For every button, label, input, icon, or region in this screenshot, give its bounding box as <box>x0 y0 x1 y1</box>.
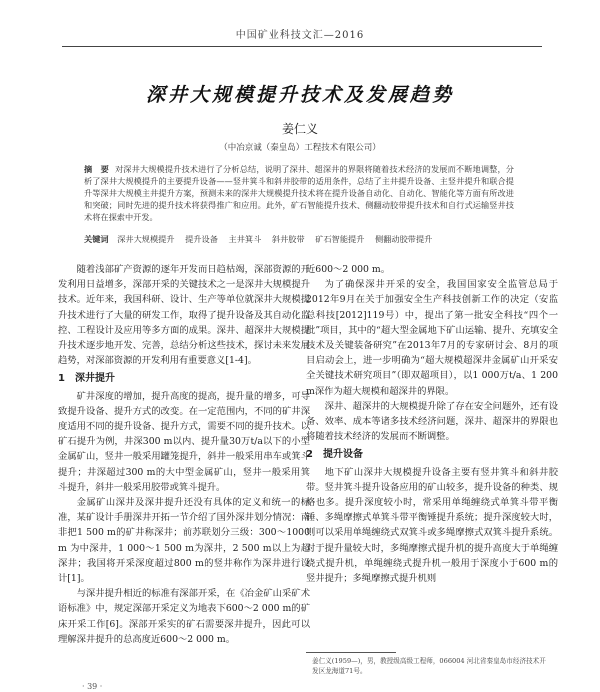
keyword: 提升设备 <box>185 234 218 244</box>
keyword: 深井大规模提升 <box>117 234 175 244</box>
abstract <box>84 163 514 223</box>
page-number: · 39 · <box>82 682 103 691</box>
body-paragraph: 为了确保深井开采的安全，我国国家安全监管总局于2012年9月在关于加强安全生产科技创新工作的决定（安监总科技[2012]119号）中，提出了第一批安全科技“四个一批”项目，其中的“超大型金属地下矿山运输、提升、充填安全技术及关键装备研究”在2013年7月的专家研讨会、8月的项目启动会上，进一步明确为“超大规模超深井金属矿山开采安全关键技术研究项目”（即双超项目），以1 000万t/a、1 200 m深作为超大规模和超深井的界限。 <box>306 279 558 397</box>
section-heading-2: 2 提升设备 <box>306 449 363 461</box>
keywords-label: 关键词 <box>84 234 109 244</box>
keyword: 斜井胶带 <box>271 234 305 244</box>
keyword: 主井箕斗 <box>228 234 262 244</box>
body-paragraph: 与深井提升相近的标准有深部开采，在《冶金矿山采矿术语标准》中，规定深部开采定义为地表下600～2 000 m的矿床开采工作[6]。深部开采实的矿石需要深井提升，因此可以理解深井提升的总高度近600～2 000 m。 <box>58 588 310 645</box>
header-rule <box>62 46 542 47</box>
body-paragraph: 地下矿山深井大规模提升设备主要有竖井箕斗和斜井胶带。竖井箕斗提升设备应用的矿山较多，提升设备的种类、规格也多。提升深度较小时，常采用单绳缠绕式单箕斗带平衡锤、多绳摩擦式单箕斗带平衡锤提升系统；提升深度较大时，则可以采用单绳缠绕式双箕斗或多绳摩擦式双箕斗提升系统。对于提升量较大时，多绳摩擦式提升机的提升高度大于单绳缠绕式提升机，单绳缠绕式提升机一般用于深度小于600 m的竖井提升；多绳摩擦式提升机则 <box>306 466 558 585</box>
left-column <box>58 262 310 647</box>
body-paragraph: 深井、超深井的大规模提升除了存在安全问题外，还有设备、效率、成本等诸多技术经济问题，深井、超深井的界限也将随着技术经济的发展而不断调整。 <box>306 400 558 443</box>
author-affiliation: （中冶京诚（秦皇岛）工程技术有限公司） <box>219 143 381 153</box>
intro-paragraph: 随着浅部矿产资源的逐年开发而日趋枯竭，深部资源的开发利用日益增多，深部开采的关键技术之一是深井大规模提升技术。近年来，我国科研、设计、生产等单位就深井大规模提升技术进行了大量的研发工作，取得了提升设备及其自动化监控、工程设计及应用等多方面的成果。深井、超深井大规模提升技术逐步地开发、完善，总结分析这些技术，探讨未来发展趋势，对深部资源的开发利用有重要意义[1-4]。 <box>58 264 310 367</box>
right-column <box>306 262 558 586</box>
keywords <box>84 233 524 245</box>
abstract-text: 对深井大规模提升技术进行了分析总结，说明了深井、超深井的界限将随着技术经济的发展而不断地调整，分析了深井大规模提升的主要提升设备——竖井箕斗和斜井胶带的适用条件，总结了主井提升设备、主竖井提升和联合提升等深井大规模主井提升方案，预测未来的深井大规模提升技术将在提升设备自动化、自动化、智能化等方面有所改进和突破；同时先进的提升技术将获得推广和应用。此外，矿石智能提升技术、侧翻动胶带提升技术和自行式运输竖井技术将在探索中开发。 <box>84 164 514 222</box>
running-header: 中国矿业科技文汇—2016 <box>235 30 365 41</box>
paper-title: 深井大规模提升技术及发展趋势 <box>145 84 454 106</box>
keyword: 矿石智能提升 <box>315 234 365 244</box>
footnote-rule <box>306 652 396 653</box>
body-paragraph: 近600～2 000 m。 <box>306 264 391 275</box>
footnote: 姜仁义(1959—)，男，教授级高级工程师，066004 河北省秦皇岛市经济技术开发区龙海道71号。 <box>312 657 546 675</box>
abstract-label: 摘 要 <box>84 164 109 174</box>
body-paragraph: 金属矿山深井及深井提升还没有具体的定义和统一的标准，某矿设计手册深井开拓一节介绍了国外深井划分情况：南非把1 500 m的矿井称深井；前苏联划分三级：300～1000 m 为中深井，1 000～1 500 m为深井，2 500 m以上为超深井；我国将开采深度超过800 m的竖井称作为深井进行设计[1]。 <box>58 497 310 585</box>
author-name: 姜仁义 <box>281 122 318 136</box>
body-paragraph: 矿井深度的增加，提升高度的提高，提升量的增多，可导致提升设备、提升方式的改变。在一定范围内，不同的矿井深度适用不同的提升设备、提升方式，需要不同的提升技术。以矿石提升为例，井深300 m以内、提升量30万t/a以下的小型金属矿山，竖井一般采用罐笼提升，斜井一般采用串车或箕斗提升；井深超过300 m的大中型金属矿山，竖井一般采用箕斗提升，斜井一般采用胶带或箕斗提升。 <box>58 390 310 493</box>
section-heading-1: 1 深井提升 <box>58 373 115 385</box>
keyword: 侧翻动胶带提升 <box>375 234 433 244</box>
